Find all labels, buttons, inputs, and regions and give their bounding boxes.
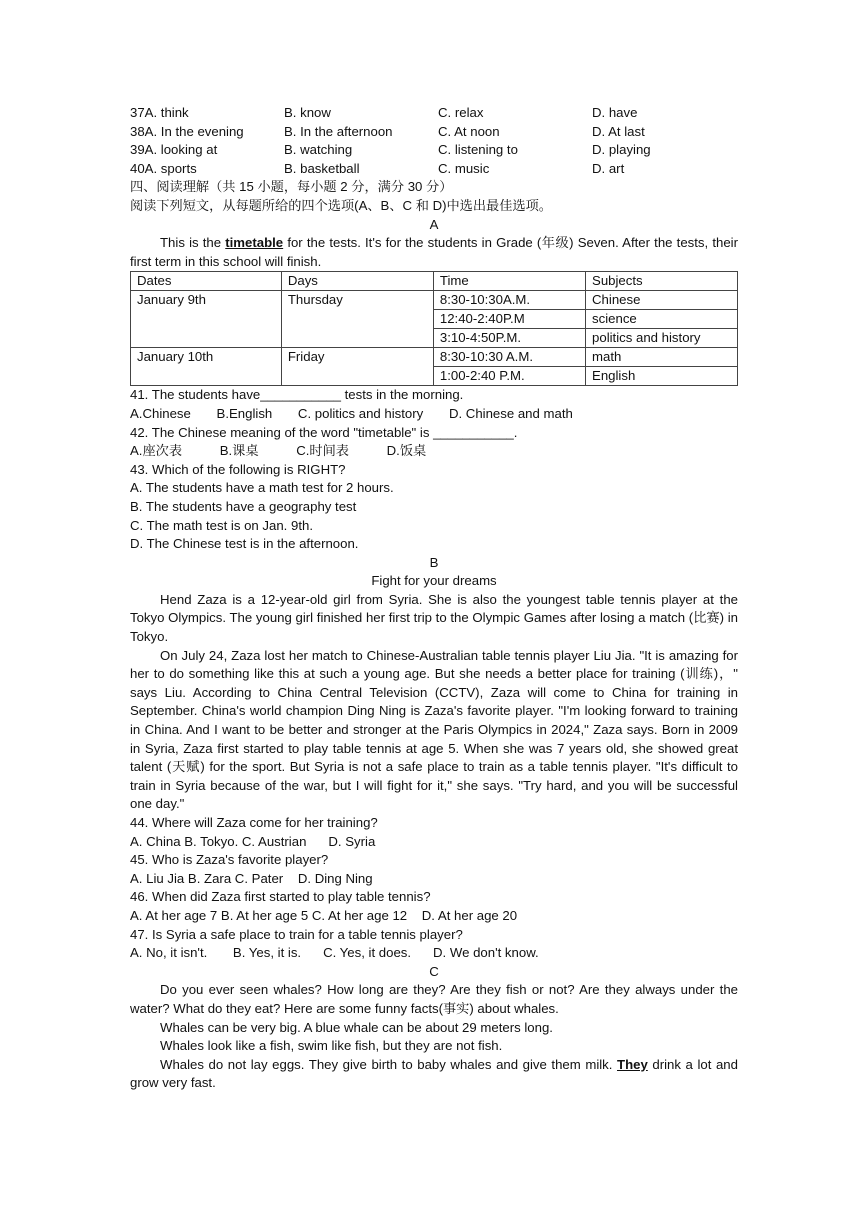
question-43 [130,461,738,554]
date-cell: January 10th [131,348,282,386]
option: B.课桌 [219,443,259,459]
question-stem: 44. Where will Zaza come for her training? [130,815,378,830]
keyword-they: They [617,1056,648,1072]
option: D. playing [592,142,651,158]
column-header: Dates [131,272,282,291]
question-stem: 41. The students have___________ tests in the morning. [130,387,464,403]
question-stem: 42. The Chinese meaning of the word "timetable" is ___________. [130,424,518,440]
option: B. watching [284,142,353,158]
passage-letter: A [429,216,439,232]
cloze-options [130,104,738,178]
option: D. have [592,105,638,120]
question-options [130,405,738,424]
subject-cell: science [586,310,738,329]
table-row [131,291,738,310]
option: C. The math test is on Jan. 9th. [130,517,314,533]
paragraph: Whales can be very big. A blue whale can be about 29 meters long. [160,1019,553,1035]
intro-text: for the tests. It's for the students in Grade (年级) Seven. After the tests, their first term in this school will finish. [130,235,738,269]
option: D. The Chinese test is in the afternoon. [130,536,359,552]
option: B. The students have a geography test [130,498,357,514]
option: 40A. sports [130,160,197,176]
table-header-row [131,272,738,291]
option: C. listening to [438,142,518,158]
subject-cell: Chinese [586,291,738,310]
time-cell: 3:10-4:50P.M. [433,329,585,348]
cloze-option-row [130,123,738,142]
question-options: A. At her age 7 B. At her age 5 C. At her age 12 D. At her age 20 [130,907,518,923]
table-row [131,348,738,367]
subject-cell: politics and history [586,329,738,348]
option: D. art [592,160,625,176]
day-cell: Thursday [281,291,433,348]
cloze-option-row [130,104,738,123]
passage-letter: B [429,554,439,570]
paragraph: Do you ever seen whales? How long are they? Are they fish or not? Are they always under the water? What do they eat? Here are some funny facts(事实) about whales. [130,982,738,1016]
option: C. music [438,160,490,176]
option: A. The students have a math test for 2 hours. [130,480,394,496]
question-options: A. No, it isn't. B. Yes, it is. C. Yes, it does. D. We don't know. [130,945,539,961]
exam-page [130,104,738,1093]
question-41 [130,386,738,423]
question-options: A. Liu Jia B. Zara C. Pater D. Ding Ning [130,870,373,886]
option: 38A. In the evening [130,123,244,139]
column-header: Time [433,272,585,291]
passage-letter: C [429,963,439,979]
question-stem: 46. When did Zaza first started to play table tennis? [130,889,431,905]
intro-text: This is the [160,235,226,251]
question-47 [130,926,738,963]
timetable [130,271,738,386]
paragraph-text: drink a lot and grow very fast. [130,1056,738,1091]
column-header: Subjects [586,272,738,291]
paragraph-text: Whales do not lay eggs. They give birth to baby whales and give them milk. [160,1056,618,1072]
option: B. In the afternoon [284,123,393,139]
instructions: 阅读下列短文，从每题所给的四个选项(A、B、C 和 D)中选出最佳选项。 [130,197,552,213]
option: C.时间表 [296,443,349,459]
option: B. basketball [284,160,360,176]
question-options [130,442,738,461]
time-cell: 8:30-10:30A.M. [433,291,585,310]
keyword-timetable: timetable [225,235,284,251]
time-cell: 8:30-10:30 A.M. [433,348,585,367]
question-44 [130,814,738,851]
paragraph [130,1056,738,1093]
option: B.English [216,405,273,421]
question-stem: 43. Which of the following is RIGHT? [130,461,346,477]
column-header: Days [281,272,433,291]
option: A.Chinese [130,405,191,421]
time-cell: 12:40-2:40P.M [433,310,585,329]
option: D.饭桌 [386,443,427,459]
option: C. relax [438,105,484,120]
section-heading: 四、阅读理解（共 15 小题，每小题 2 分，满分 30 分） [130,179,453,195]
question-45 [130,851,738,888]
question-options: A. China B. Tokyo. C. Austrian D. Syria [130,833,376,849]
option: C. At noon [438,123,500,139]
date-cell: January 9th [131,291,282,348]
option: C. politics and history [297,405,424,421]
option: A.座次表 [130,443,183,459]
option: 37A. think [130,105,189,120]
paragraph: Hend Zaza is a 12-year-old girl from Syria. She is also the youngest table tennis player at the Tokyo Olympics. The young girl finished her first trip to the Olympic Games after losing a match (比赛) in Tokyo. [130,591,738,645]
option: D. At last [592,123,645,139]
time-cell: 1:00-2:40 P.M. [433,367,585,386]
option: B. know [284,105,331,120]
option: D. Chinese and math [448,405,573,421]
subject-cell: math [586,348,738,367]
paragraph: Whales look like a fish, swim like fish, but they are not fish. [160,1038,503,1054]
subject-cell: English [586,367,738,386]
question-46 [130,888,738,925]
day-cell: Friday [281,348,433,386]
question-stem: 45. Who is Zaza's favorite player? [130,852,329,868]
question-stem: 47. Is Syria a safe place to train for a table tennis player? [130,926,463,942]
option: 39A. looking at [130,142,218,158]
passage-title: Fight for your dreams [371,573,497,589]
cloze-option-row [130,141,738,160]
paragraph: On July 24, Zaza lost her match to Chinese-Australian table tennis player Liu Jia. "It is amazing for her to do something like this at such a young age. But she needs a better place for training (训练)，" says Liu. According to China Central Television (CCTV), Zaza will come to China for training in September. China's world champion Ding Ning is Zaza's favorite player. "I'm looking forward to training in China. And I want to be better and stronger at the Paris Olympics in 2024," Zaza says. Born in 2009 in Syria, Zaza first started to play table tennis at age 5. When she was 7 years old, she showed great talent (天赋) for the sport. But Syria is not a safe place to train as a table tennis player. "It's difficult to train in Syria because of the war, but I will fight for it," she says. "Try hard, and you will be successful one day." [130,647,738,812]
question-42 [130,424,738,461]
passage-a-intro [130,234,738,271]
cloze-option-row [130,160,738,179]
